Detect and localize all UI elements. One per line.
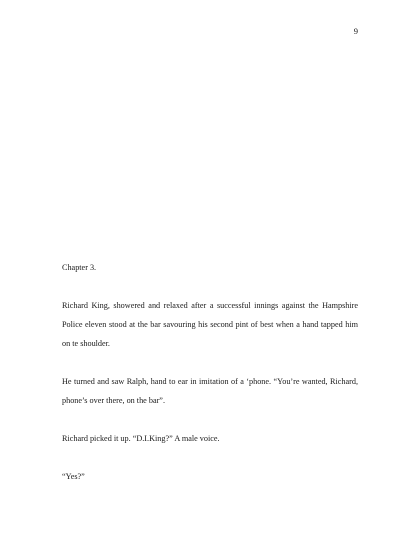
paragraph: He turned and saw Ralph, hand to ear in imitation of a ‘phone. “You’re wanted, Richard, phone’s over there, on the bar”.	[62, 377, 358, 405]
paragraph: Richard picked it up. “D.I.King?” A male voice.	[62, 434, 220, 443]
paragraph: “Yes?”	[62, 472, 85, 481]
body-text	[62, 258, 358, 486]
chapter-heading: Chapter 3.	[62, 263, 97, 272]
paragraph: Richard King, showered and relaxed after a successful innings against the Hampshire Police eleven stood at the bar savouring his second pint of best when a hand tapped him on te shoulder.	[62, 301, 358, 348]
page-number: 9	[353, 26, 358, 36]
